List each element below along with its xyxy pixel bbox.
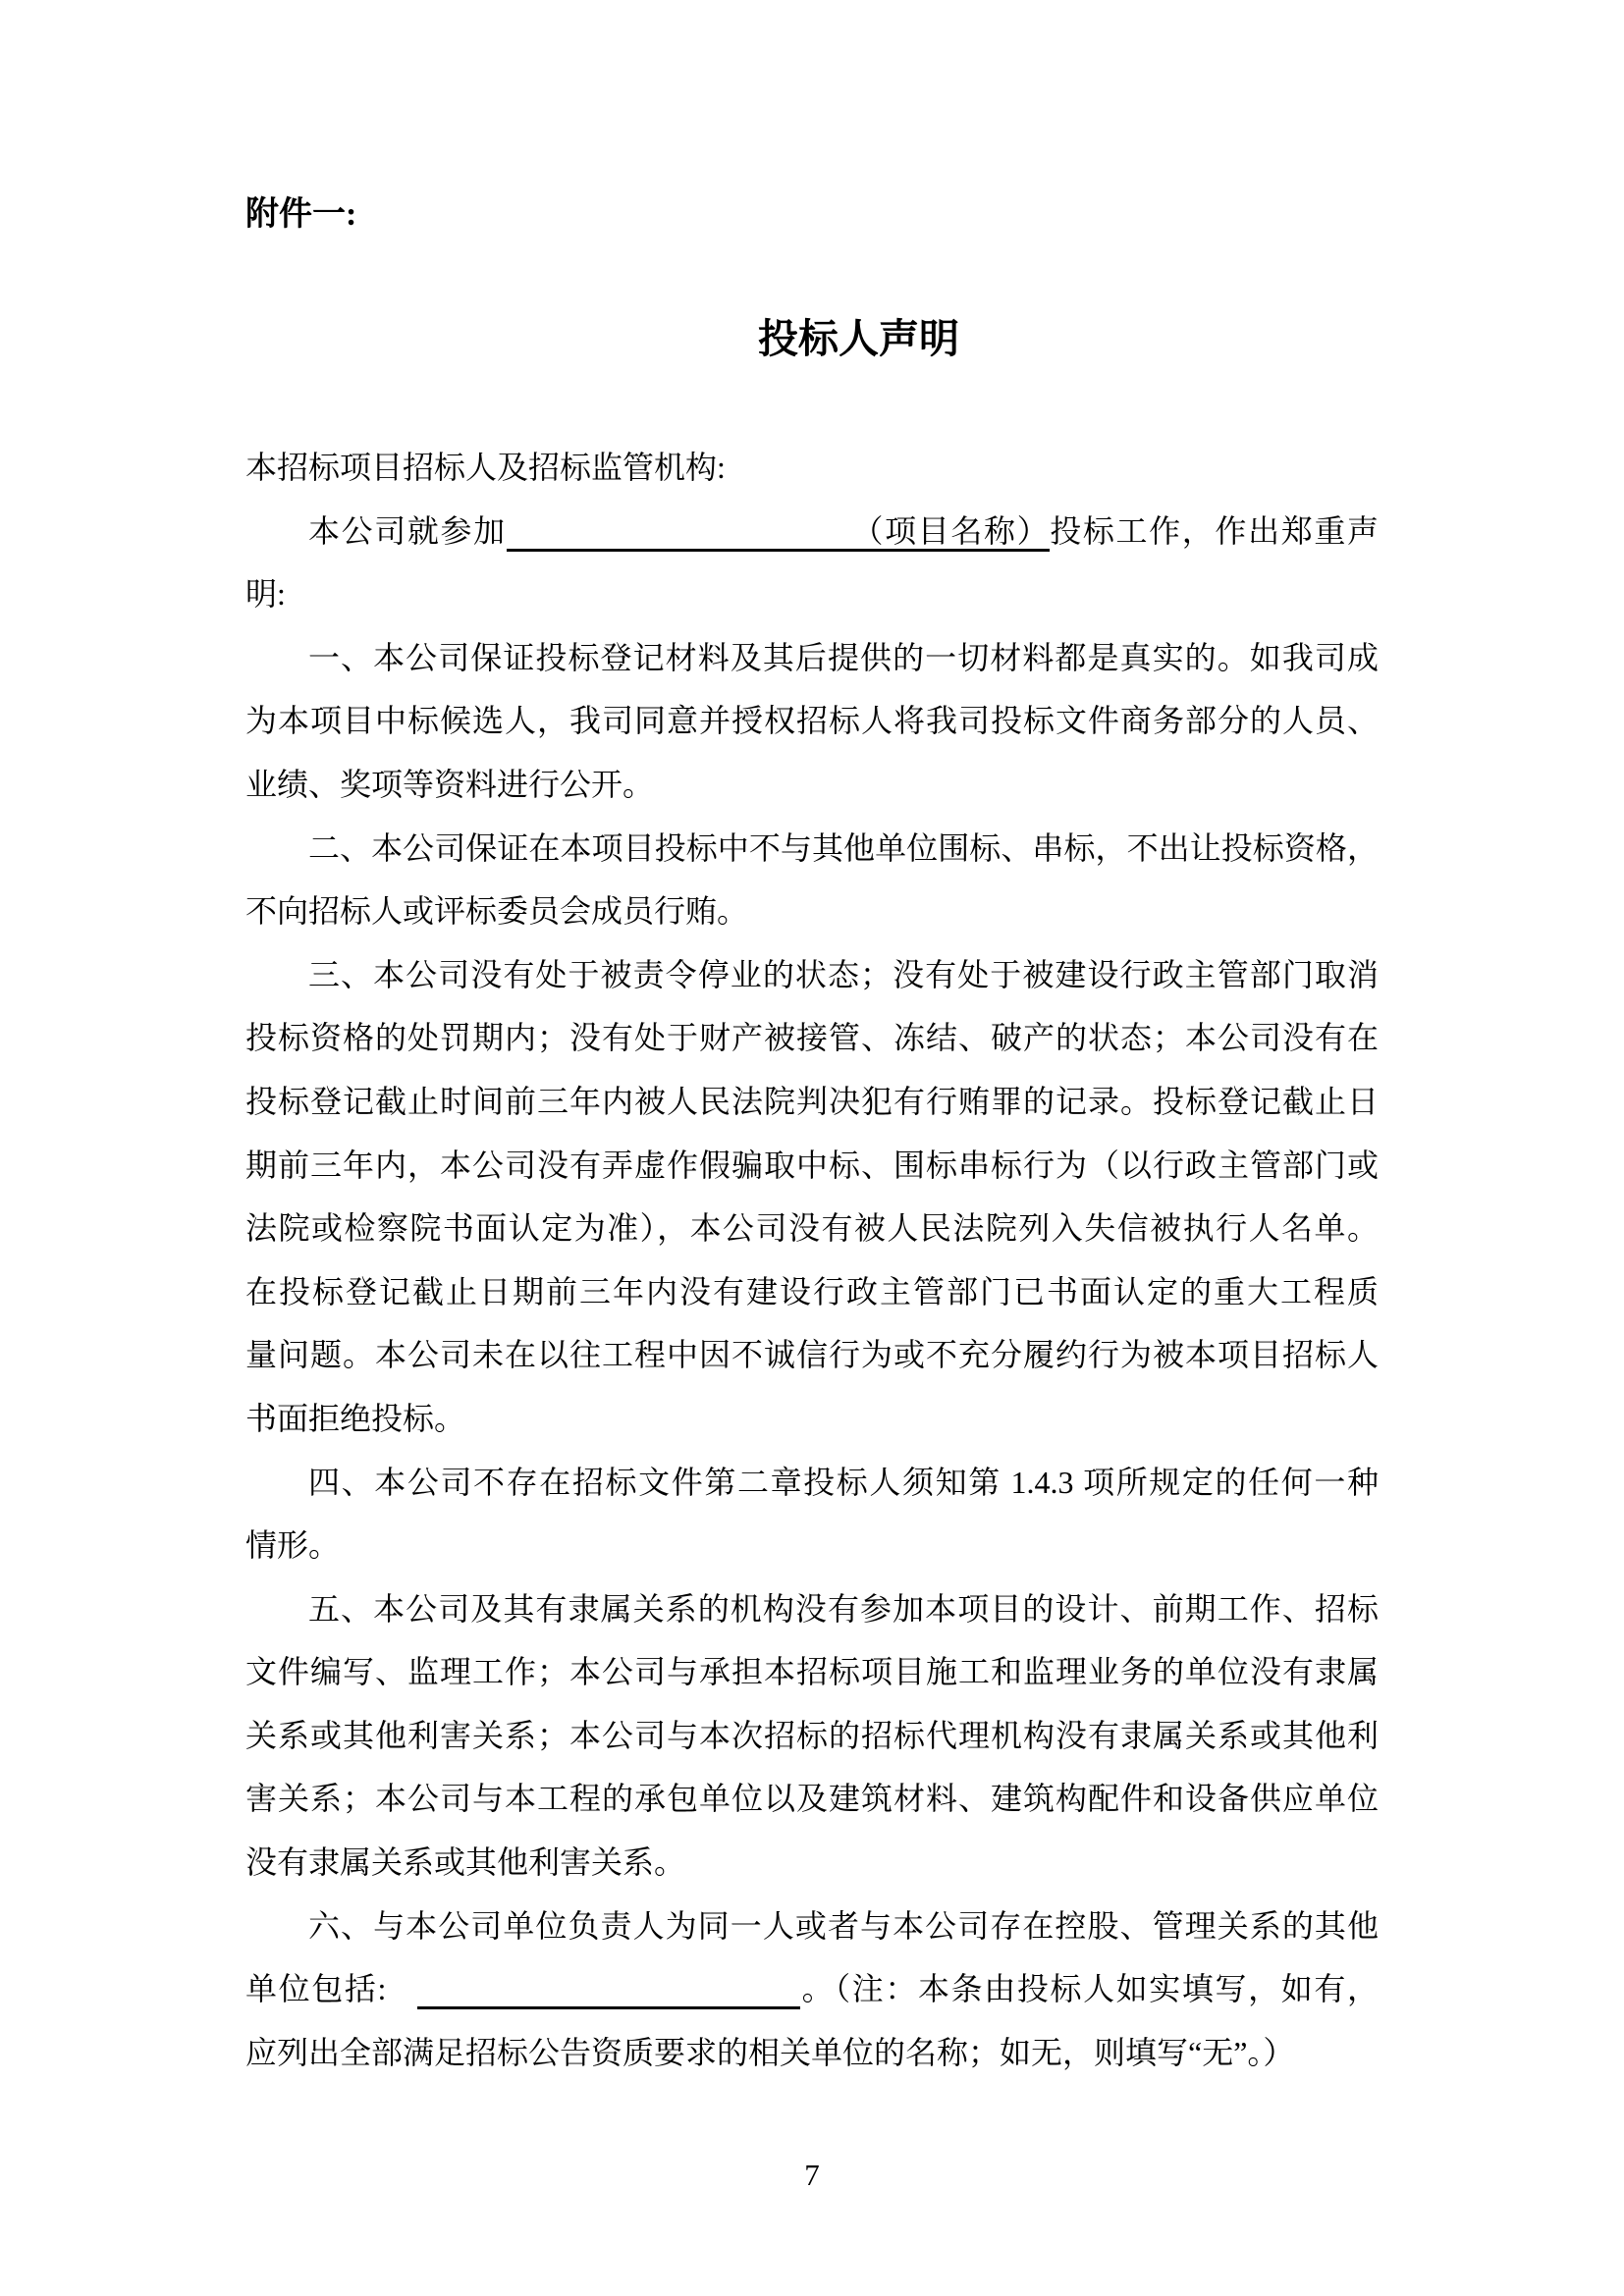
blank-underline: [507, 541, 850, 542]
page-title: 投标人声明: [758, 316, 959, 361]
participation-post-text: 投标工作，作出郑重声: [1050, 512, 1379, 549]
participation-pre-text: 本公司就参加: [308, 512, 507, 549]
body-line: 本招标项目招标人及招标监管机构:: [245, 450, 726, 485]
body-line: 关系或其他利害关系；本公司与本次招标的招标代理机构没有隶属关系或其他利: [245, 1717, 1379, 1753]
blank-underline: [417, 1999, 800, 2000]
body-line: 文件编写、监理工作；本公司与承担本招标项目施工和监理业务的单位没有隶属: [245, 1654, 1379, 1690]
body-line: 一、本公司保证投标登记材料及其后提供的一切材料都是真实的。如我司成: [308, 639, 1379, 675]
body-line: 不向招标人或评标委员会成员行贿。: [245, 893, 749, 930]
body-line: 六、与本公司单位负责人为同一人或者与本公司存在控股、管理关系的其他: [308, 1907, 1379, 1944]
body-line: 明:: [245, 576, 286, 613]
body-line: 二、本公司保证在本项目投标中不与其他单位围标、串标，不出让投标资格，: [308, 829, 1379, 866]
body-line: [245, 1957, 1379, 2021]
body-line: 书面拒绝投标。: [245, 1400, 466, 1436]
body-line: 投标资格的处罚期内；没有处于财产被接管、冻结、破产的状态；本公司没有在: [245, 1020, 1379, 1056]
body-line: [245, 500, 1379, 563]
body-line: 没有隶属关系或其他利害关系。: [245, 1844, 686, 1881]
body-line: 量问题。本公司未在以往工程中因不诚信行为或不充分履约行为被本项目招标人: [245, 1337, 1379, 1373]
page-number: 7: [804, 2158, 820, 2192]
body-line: 业绩、奖项等资料进行公开。: [245, 766, 655, 802]
body-line: 四、本公司不存在招标文件第二章投标人须知第 1.4.3 项所规定的任何一种: [308, 1464, 1379, 1500]
body-line: 在投标登记截止日期前三年内没有建设行政主管部门已书面认定的重大工程质: [245, 1273, 1379, 1309]
body-line: 法院或检察院书面认定为准），本公司没有被人民法院列入失信被执行人名单。: [245, 1210, 1379, 1247]
attachment-label: 附件一:: [245, 196, 357, 233]
body-line: 应列出全部满足招标公告资质要求的相关单位的名称；如无，则填写“无”。）: [245, 2034, 1295, 2070]
body-line: 情形。: [245, 1527, 341, 1564]
units-include-post-text: 。（注：本条由投标人如实填写，如有，: [799, 1971, 1379, 2007]
project-name-blank-field: [507, 513, 1050, 552]
body-line: 为本项目中标候选人，我司同意并授权招标人将我司投标文件商务部分的人员、: [245, 703, 1379, 739]
project-name-hint: （项目名称）: [849, 512, 1051, 549]
body-line: 期前三年内，本公司没有弄虚作假骗取中标、围标串标行为（以行政主管部门或: [245, 1147, 1379, 1183]
body-line: 三、本公司没有处于被责令停业的状态；没有处于被建设行政主管部门取消: [308, 956, 1379, 992]
document-body: [245, 436, 1379, 2084]
units-include-pre-text: 单位包括:: [245, 1971, 396, 2007]
body-line: 投标登记截止时间前三年内被人民法院判决犯有行贿罪的记录。投标登记截止日: [245, 1083, 1379, 1119]
units-blank-field: [417, 1971, 800, 2009]
body-line: 五、本公司及其有隶属关系的机构没有参加本项目的设计、前期工作、招标: [308, 1590, 1379, 1627]
body-line: 害关系；本公司与本工程的承包单位以及建筑材料、建筑构配件和设备供应单位: [245, 1781, 1379, 1817]
